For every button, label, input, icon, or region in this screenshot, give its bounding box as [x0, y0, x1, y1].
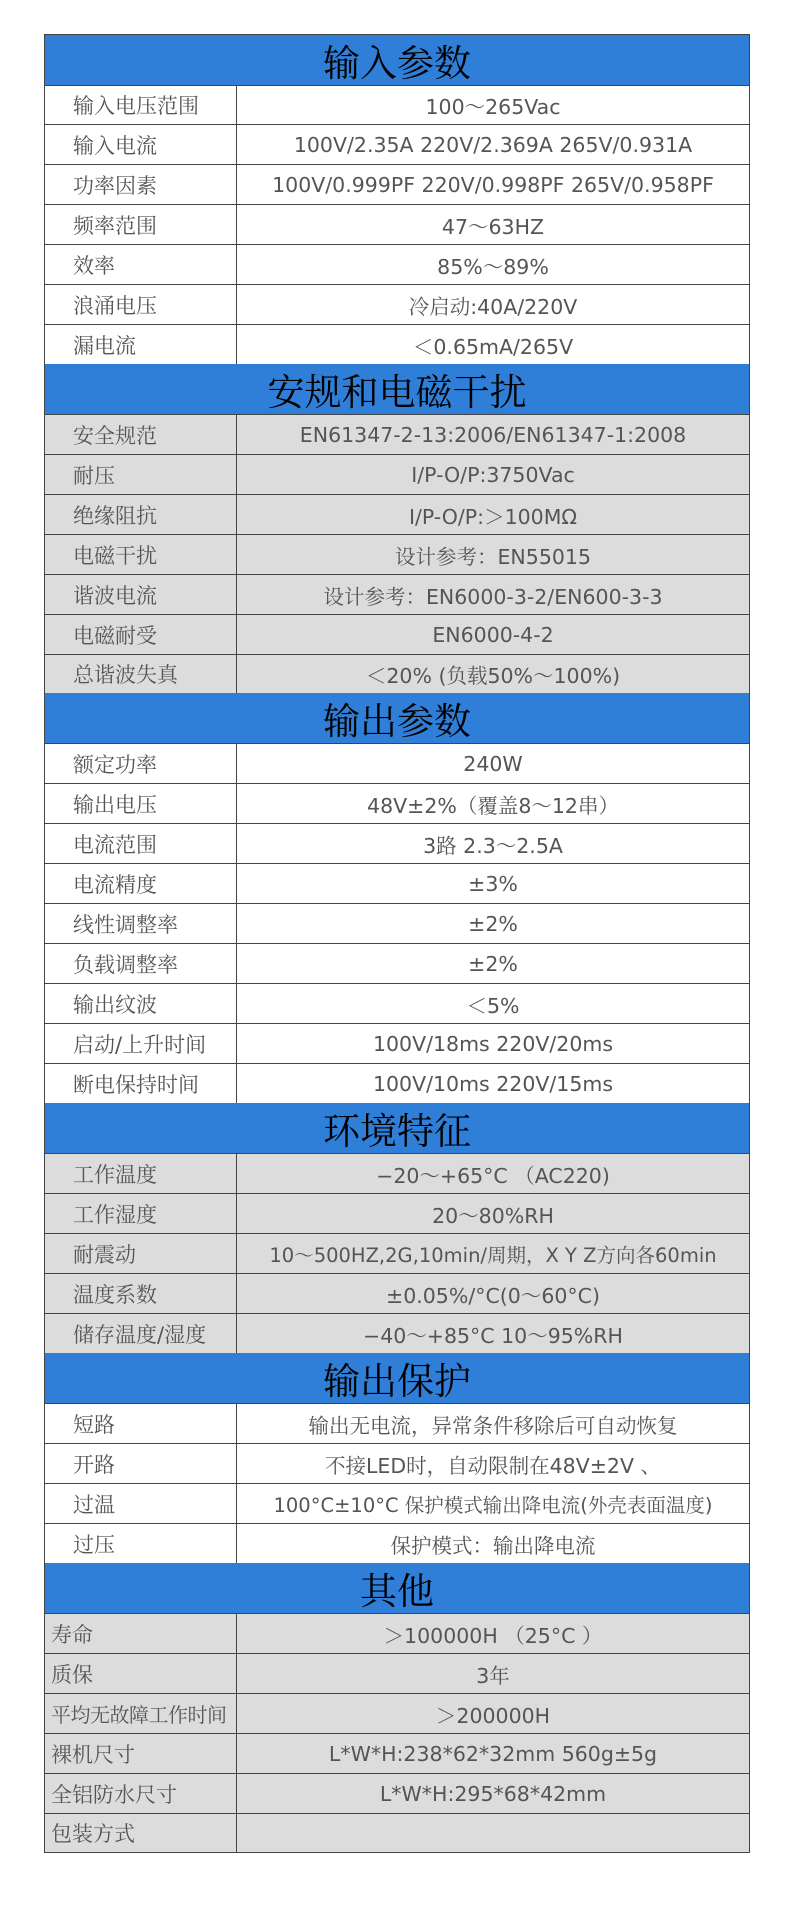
row-label: 工作湿度 [45, 1194, 237, 1233]
table-row [45, 535, 749, 575]
row-value: 85%～89% [437, 254, 549, 279]
table-row [45, 1314, 749, 1353]
row-label: 输出电压 [45, 784, 237, 823]
table-row [45, 575, 749, 615]
row-value: 冷启动:40A/220V [408, 294, 578, 319]
row-label: 总谐波失真 [45, 655, 237, 693]
row-label: 寿命 [45, 1614, 237, 1653]
table-row [45, 1774, 749, 1814]
row-label: 过温 [45, 1484, 237, 1523]
table-row [45, 1524, 749, 1563]
row-value: 3年 [476, 1663, 510, 1688]
row-value: 100V/10ms 220V/15ms [372, 1071, 614, 1096]
row-value: 100V/0.999PF 220V/0.998PF 265V/0.958PF [272, 172, 714, 197]
table-row [45, 165, 749, 205]
row-value: ＞100000H （25°C ） [383, 1623, 603, 1648]
row-label: 耐震动 [45, 1234, 237, 1273]
row-value: EN61347-2-13:2006/EN61347-1:2008 [299, 422, 687, 447]
row-value: ±3% [468, 871, 518, 896]
table-row [45, 864, 749, 904]
row-value: −40～+85°C 10～95%RH [363, 1323, 623, 1348]
row-label: 效率 [45, 245, 237, 284]
table-row [45, 415, 749, 455]
row-label: 输入电流 [45, 125, 237, 164]
table-row [45, 1484, 749, 1524]
row-label: 线性调整率 [45, 904, 237, 943]
row-label: 电磁干扰 [45, 535, 237, 574]
table-row [45, 984, 749, 1024]
row-value: 100V/18ms 220V/20ms [372, 1031, 614, 1056]
row-label: 输入电压范围 [45, 86, 237, 124]
section-header: 输出参数 [45, 693, 749, 744]
table-row [45, 285, 749, 325]
row-value: 240W [463, 751, 523, 776]
row-value: 10～500HZ,2G,10min/周期，X Y Z方向各60min [269, 1243, 717, 1267]
row-label: 工作温度 [45, 1154, 237, 1193]
table-row [45, 824, 749, 864]
row-value: ＜20% (负载50%～100%) [365, 664, 621, 688]
table-row [45, 1654, 749, 1694]
row-label: 浪涌电压 [45, 285, 237, 324]
row-value: −20～+65°C （AC220) [376, 1163, 610, 1188]
section-safety-emi [45, 364, 749, 693]
row-value: I/P-O/P:＞100MΩ [408, 504, 578, 529]
section-header: 环境特征 [45, 1103, 749, 1154]
table-row [45, 1734, 749, 1774]
table-row [45, 125, 749, 165]
table-row [45, 455, 749, 495]
table-row [45, 744, 749, 784]
table-row [45, 784, 749, 824]
table-row [45, 904, 749, 944]
row-value: 设计参考：EN55015 [394, 544, 591, 569]
row-label: 启动/上升时间 [45, 1024, 237, 1063]
row-label: 绝缘阻抗 [45, 495, 237, 534]
row-value: 3路 2.3～2.5A [423, 833, 563, 858]
table-row [45, 655, 749, 693]
table-row [45, 495, 749, 535]
row-label: 电流范围 [45, 824, 237, 863]
row-value: 100～265Vac [425, 95, 561, 119]
row-value: L*W*H:295*68*42mm [379, 1781, 607, 1806]
section-output-params [45, 693, 749, 1103]
section-header: 安规和电磁干扰 [45, 364, 749, 415]
table-row [45, 205, 749, 245]
row-value: 100°C±10°C 保护模式输出降电流(外壳表面温度) [273, 1493, 713, 1517]
row-label: 包装方式 [45, 1814, 237, 1852]
table-row [45, 1614, 749, 1654]
table-row [45, 1404, 749, 1444]
row-value: ＜0.65mA/265V [412, 334, 574, 359]
row-value: ±0.05%/°C(0～60°C) [386, 1283, 600, 1308]
row-value: ±2% [468, 911, 518, 936]
row-value: 不接LED时，自动限制在48V±2V 、 [324, 1453, 662, 1478]
row-label: 质保 [45, 1654, 237, 1693]
row-label: 短路 [45, 1404, 237, 1443]
row-label: 断电保持时间 [45, 1064, 237, 1103]
row-value: ＞200000H [435, 1703, 551, 1728]
row-value: 设计参考：EN6000-3-2/EN600-3-3 [323, 584, 663, 609]
table-row [45, 1234, 749, 1274]
table-row [45, 1064, 749, 1103]
row-label: 电磁耐受 [45, 615, 237, 654]
row-label: 额定功率 [45, 744, 237, 783]
row-label: 过压 [45, 1524, 237, 1563]
spec-sheet [44, 34, 750, 1853]
row-value [237, 1814, 749, 1852]
table-row [45, 615, 749, 655]
row-label: 谐波电流 [45, 575, 237, 614]
table-row [45, 325, 749, 364]
row-value: 47～63HZ [441, 214, 545, 239]
row-label: 耐压 [45, 455, 237, 494]
row-label: 裸机尺寸 [45, 1734, 237, 1773]
table-row [45, 1194, 749, 1234]
row-value: EN6000-4-2 [432, 622, 554, 647]
row-label: 平均无故障工作时间 [45, 1694, 237, 1733]
table-row [45, 86, 749, 125]
table-row [45, 1694, 749, 1734]
row-value: ＜5% [466, 993, 520, 1018]
row-label: 频率范围 [45, 205, 237, 244]
row-label: 漏电流 [45, 325, 237, 364]
row-value: ±2% [468, 951, 518, 976]
section-input-params [45, 35, 749, 364]
table-row [45, 1154, 749, 1194]
section-header: 输出保护 [45, 1353, 749, 1404]
section-environment [45, 1103, 749, 1353]
table-row [45, 1024, 749, 1064]
row-label: 负载调整率 [45, 944, 237, 983]
section-header: 其他 [45, 1563, 749, 1614]
section-output-protection [45, 1353, 749, 1563]
table-row [45, 1444, 749, 1484]
section-other [45, 1563, 749, 1852]
row-value: 48V±2%（覆盖8～12串） [367, 793, 619, 818]
row-label: 储存温度/湿度 [45, 1314, 237, 1353]
row-value: L*W*H:238*62*32mm 560g±5g [328, 1741, 658, 1766]
row-label: 功率因素 [45, 165, 237, 204]
row-value: 100V/2.35A 220V/2.369A 265V/0.931A [293, 132, 693, 157]
row-label: 安全规范 [45, 415, 237, 454]
section-header: 输入参数 [45, 35, 749, 86]
row-value: 20～80%RH [432, 1203, 554, 1228]
table-row [45, 944, 749, 984]
table-row [45, 245, 749, 285]
row-label: 开路 [45, 1444, 237, 1483]
row-value: 输出无电流，异常条件移除后可自动恢复 [308, 1413, 678, 1438]
row-label: 全铝防水尺寸 [45, 1774, 237, 1813]
row-label: 温度系数 [45, 1274, 237, 1313]
row-label: 电流精度 [45, 864, 237, 903]
row-value: 保护模式：输出降电流 [390, 1533, 596, 1558]
row-label: 输出纹波 [45, 984, 237, 1023]
row-value: I/P-O/P:3750Vac [411, 462, 575, 487]
table-row [45, 1814, 749, 1852]
table-row [45, 1274, 749, 1314]
